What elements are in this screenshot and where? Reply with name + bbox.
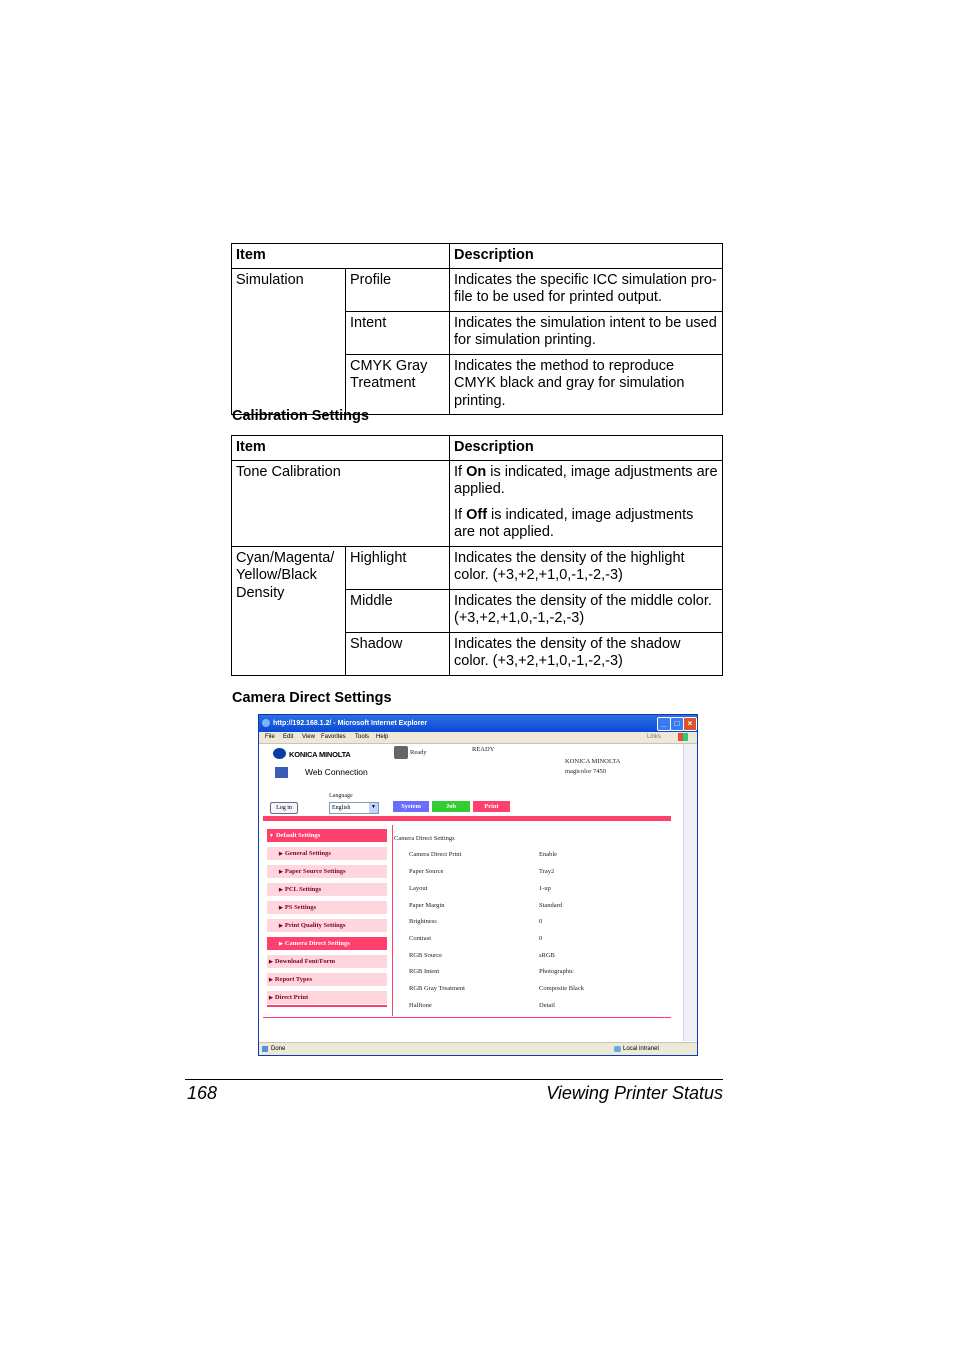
- nav-label: Camera Direct Settings: [284, 940, 350, 947]
- description-cell: Indicates the density of the highlight color. (+3,+2,+1,0,-1,-2,-3): [450, 546, 723, 589]
- nav-direct-print[interactable]: [267, 991, 387, 1005]
- header-item: Item: [232, 436, 450, 461]
- printer-icon: [394, 746, 408, 759]
- triangle-right-icon: ▶: [279, 852, 283, 857]
- title-bar: [259, 715, 697, 732]
- nav-label: PS Settings: [284, 904, 317, 911]
- description-cell: Indicates the density of the shadow color. (+3,+2,+1,0,-1,-2,-3): [450, 632, 723, 675]
- nav-divider: [267, 1005, 387, 1007]
- nav-label: Default Settings: [275, 832, 321, 839]
- menu-help[interactable]: Help: [376, 734, 389, 740]
- status-done: Done: [271, 1046, 286, 1052]
- calibration-heading: Calibration Settings: [232, 408, 369, 424]
- description-cell: Indicates the density of the middle color. (+3,+2,+1,0,-1,-2,-3): [450, 589, 723, 632]
- table-row: [232, 460, 723, 546]
- menu-file[interactable]: File: [265, 734, 275, 740]
- setting-name: Paper Source: [409, 868, 444, 875]
- pagescope-icon: [275, 767, 288, 778]
- text: is indicated, image adjustments are not applied.: [454, 506, 694, 540]
- triangle-right-icon: ▶: [279, 870, 283, 875]
- minimize-icon[interactable]: _: [657, 717, 671, 731]
- nav-label: Paper Source Settings: [284, 868, 346, 875]
- triangle-right-icon: ▶: [279, 942, 283, 947]
- status-zone: Local intranet: [623, 1046, 660, 1052]
- web-connection-title: Web Connection: [305, 767, 368, 777]
- text: is indicated, image adjustments are applied.: [454, 463, 718, 497]
- brand-logo-text: KONICA MINOLTA: [289, 750, 351, 759]
- setting-value: 1-up: [539, 885, 551, 892]
- close-icon[interactable]: ×: [683, 717, 697, 731]
- tab-job[interactable]: Job: [432, 801, 470, 812]
- menu-favorites[interactable]: Favorites: [321, 734, 346, 740]
- nav-print-quality-settings[interactable]: [267, 919, 387, 933]
- text: If: [454, 506, 467, 523]
- window-title: http://192.168.1.2/ - Microsoft Internet Explorer: [273, 720, 428, 727]
- nav-label: PCL Settings: [284, 886, 322, 893]
- table-header-row: [232, 436, 723, 461]
- on-paragraph: [454, 464, 718, 499]
- item-cell: Middle: [346, 589, 450, 632]
- links-toolbar[interactable]: Links: [647, 734, 662, 740]
- menu-tools[interactable]: Tools: [355, 734, 370, 740]
- language-value: English: [332, 805, 351, 811]
- page-number: 168: [187, 1083, 218, 1103]
- header-item: Item: [232, 244, 450, 269]
- status-bar: [259, 1042, 697, 1055]
- language-select[interactable]: [329, 802, 379, 814]
- nav-label: Direct Print: [274, 994, 309, 1001]
- setting-value: sRGB: [539, 952, 555, 959]
- text: If: [454, 463, 467, 480]
- printer-ready-label: Ready: [410, 749, 427, 756]
- nav-default-settings[interactable]: [267, 829, 387, 843]
- item-cell: CMYK Gray Treatment: [346, 354, 450, 415]
- nav-camera-direct-settings[interactable]: [267, 937, 387, 951]
- setting-value: 0: [539, 935, 543, 942]
- nav-label: Print Quality Settings: [284, 922, 346, 929]
- off-paragraph: [454, 507, 718, 542]
- description-cell: Indicates the method to reproduce CMYK black and gray for simulation printing.: [450, 354, 723, 415]
- setting-name: RGB Gray Treatment: [409, 985, 465, 992]
- camera-heading: Camera Direct Settings: [232, 690, 392, 706]
- setting-name: Camera Direct Print: [409, 851, 462, 858]
- triangle-right-icon: ▶: [269, 978, 273, 983]
- intranet-icon: [614, 1046, 621, 1052]
- setting-value: Enable: [539, 851, 558, 858]
- ie-icon: [262, 719, 270, 727]
- triangle-right-icon: ▶: [279, 924, 283, 929]
- triangle-right-icon: ▶: [269, 996, 273, 1001]
- setting-name: RGB Intent: [409, 968, 440, 975]
- off-keyword: Off: [466, 506, 488, 523]
- nav-label: Report Types: [274, 976, 312, 983]
- triangle-right-icon: ▶: [279, 906, 283, 911]
- setting-name: Halftone: [409, 1002, 432, 1009]
- login-button[interactable]: Log in: [270, 802, 298, 814]
- item-cell: Profile: [346, 268, 450, 311]
- density-group-cell: Cyan/Magenta/ Yellow/Black Density: [232, 546, 346, 675]
- simulation-table: [231, 243, 723, 415]
- konica-minolta-logo-icon: [273, 748, 286, 759]
- language-label: Language: [329, 793, 353, 799]
- triangle-right-icon: ▶: [269, 960, 273, 965]
- on-keyword: On: [466, 463, 487, 480]
- content-title: Camera Direct Settings: [394, 835, 455, 842]
- windows-logo-icon: [678, 733, 688, 741]
- status-ready: READY: [472, 746, 495, 753]
- menu-bar: [259, 732, 697, 744]
- table-header-row: [232, 244, 723, 269]
- header-description: Description: [450, 436, 723, 461]
- nav-label: Download Font/Form: [274, 958, 335, 965]
- setting-name: Layout: [409, 885, 428, 892]
- nav-label: General Settings: [284, 850, 331, 857]
- item-cell: Intent: [346, 311, 450, 354]
- setting-value: Composite Black: [539, 985, 584, 992]
- simulation-group-cell: Simulation: [232, 268, 346, 415]
- nav-pcl-settings[interactable]: [267, 883, 387, 897]
- tab-system[interactable]: System: [393, 801, 429, 812]
- item-cell: Highlight: [346, 546, 450, 589]
- setting-value: 0: [539, 918, 543, 925]
- content-divider: [392, 825, 393, 1016]
- nav-download-font-form[interactable]: [267, 955, 387, 969]
- nav-ps-settings[interactable]: [267, 901, 387, 915]
- bottom-divider: [263, 1017, 671, 1018]
- setting-name: Contrast: [409, 935, 432, 942]
- setting-name: Paper Margin: [409, 902, 445, 909]
- table-row: [232, 268, 723, 311]
- footer-rule: [185, 1079, 723, 1080]
- description-cell: Indicates the specific ICC simulation pro-file to be used for printed output.: [450, 268, 723, 311]
- triangle-down-icon: ▼: [269, 834, 274, 839]
- header-description: Description: [450, 244, 723, 269]
- triangle-right-icon: ▶: [279, 888, 283, 893]
- setting-name: Brightness: [409, 918, 437, 925]
- page-icon: [262, 1046, 268, 1052]
- nav-general-settings[interactable]: [267, 847, 387, 861]
- item-cell: Shadow: [346, 632, 450, 675]
- table-row: [232, 546, 723, 589]
- browser-window-screenshot: [258, 714, 698, 1056]
- header-divider: [263, 816, 671, 821]
- tone-calibration-cell: Tone Calibration: [232, 460, 450, 546]
- setting-name: RGB Source: [409, 952, 443, 959]
- setting-value: Tray2: [539, 868, 555, 875]
- page-footer-title: Viewing Printer Status: [546, 1083, 723, 1103]
- nav-report-types[interactable]: [267, 973, 387, 987]
- menu-edit[interactable]: Edit: [283, 734, 294, 740]
- description-cell: [450, 460, 723, 546]
- menu-view[interactable]: View: [302, 734, 315, 740]
- model-brand: KONICA MINOLTA: [565, 758, 621, 765]
- description-cell: Indicates the simulation intent to be used for simulation printing.: [450, 311, 723, 354]
- setting-value: Detail: [539, 1002, 555, 1009]
- calibration-table: [231, 435, 723, 676]
- vertical-scrollbar[interactable]: [683, 744, 697, 1041]
- chevron-down-icon: ▼: [369, 803, 378, 813]
- tab-print[interactable]: Print: [473, 801, 510, 812]
- nav-paper-source-settings[interactable]: [267, 865, 387, 879]
- setting-value: Standard: [539, 902, 563, 909]
- maximize-icon[interactable]: □: [670, 717, 684, 731]
- setting-value: Photographic: [539, 968, 574, 975]
- model-name: magicolor 7450: [565, 768, 606, 775]
